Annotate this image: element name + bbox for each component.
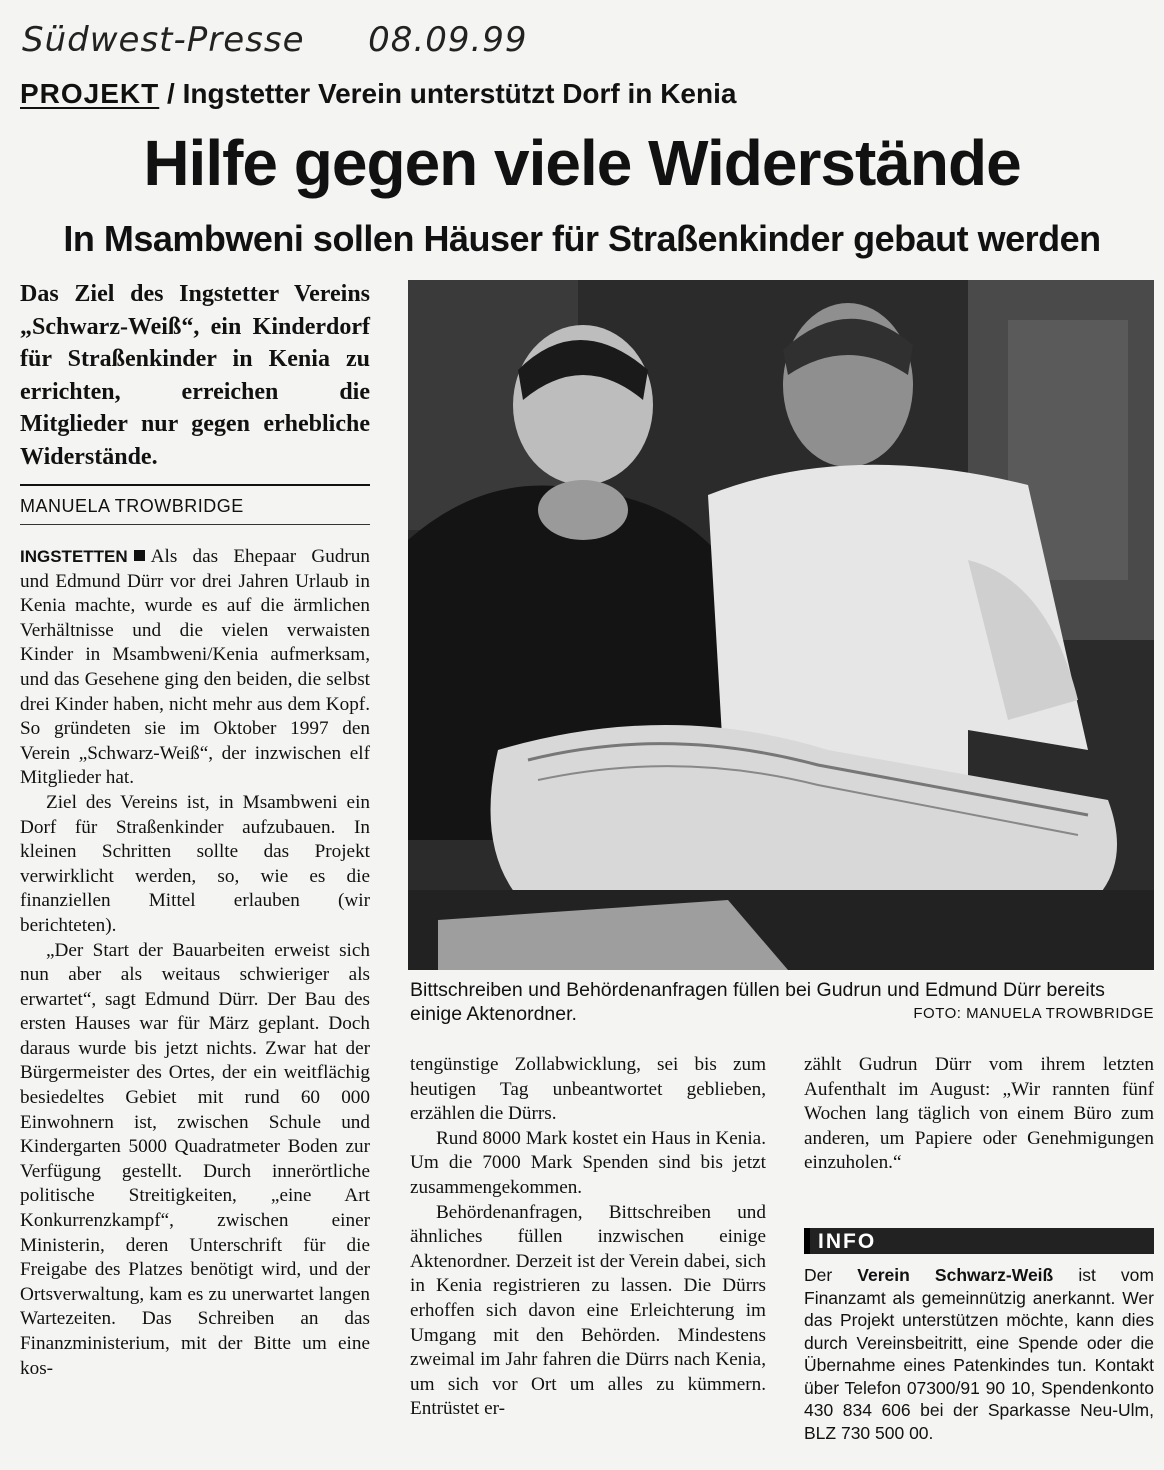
byline: MANUELA TROWBRIDGE: [20, 496, 244, 516]
info-text: [804, 1264, 1154, 1444]
headline: Hilfe gegen viele Widerstände: [143, 127, 1021, 199]
info-header: [804, 1228, 1154, 1254]
paragraph-6: Behördenanfragen, Bittschreiben und ähnliches füllen inzwischen einige Aktenordner. Derzeit ist der Verein dabei, sich in Kenia registrieren zu lassen. Die Dürrs erhoffen sich davon eine Erleichterung im Umgang mit den Behörden. Mindestens zweimal im Jahr fahren die Dürrs nach Kenia, um sich vor Ort um alles zu kümmern. Entrüstet er-: [410, 1201, 766, 1420]
info-title: INFO: [818, 1230, 877, 1253]
article-column-3: [804, 1053, 1154, 1176]
photo-illustration: [408, 280, 1154, 970]
dateline: INGSTETTEN: [20, 547, 128, 566]
paragraph-3: „Der Start der Bauarbeiten erweist sich nun aber als weitaus schwieriger als erwartet“, sagt Edmund Dürr. Der Bau des ersten Hauses war für März geplant. Doch daraus wurde bis jetzt nichts. Zwar hat der Bürgermeister des Ortes, der ein weitflächig besiedeltes Gebiet mit rund 60 000 Einwohnern ist, zwischen Schule und Kindergarten 5000 Quadratmeter Boden zur Verfügung gestellt. Durch innerörtliche politische Streitigkeiten, „eine Art Konkurrenzkampf“, zwischen einer Ministerin, deren Unterschrift für die Freigabe des Platzes benötigt wird, und der Ortsverwaltung, kam es zu unerwartet langen Wartezeiten. Das Schreiben an das Finanzministerium, mit der Bitte um eine kos-: [20, 939, 370, 1379]
handwritten-source-note: [22, 20, 528, 60]
paragraph-7: zählt Gudrun Dürr vom ihrem letzten Aufenthalt im August: „Wir rannten fünf Wochen lang täglich von einem Büro zum anderen, um Papiere oder Genehmigungen einzuholen.“: [804, 1054, 1154, 1174]
photo-caption: Bittschreiben und Behördenanfragen füllen bei Gudrun und Edmund Dürr bereits einige Aktenordner.: [410, 979, 1105, 1025]
source-name: Südwest-Presse: [22, 20, 305, 60]
kicker-text: / Ingstetter Verein unterstützt Dorf in Kenia: [167, 78, 737, 109]
info-text-before: Der: [804, 1265, 833, 1285]
lead-paragraph: Das Ziel des Ingstetter Vereins „Schwarz-Weiß“, ein Kinderdorf für Straßenkinder in Kenia zu errichten, erreichen die Mitglieder nur gegen erhebliche Widerstände.: [20, 281, 370, 470]
byline-divider: [20, 524, 370, 525]
paragraph-2: Ziel des Vereins ist, in Msambweni ein Dorf für Straßenkinder aufzubauen. In kleinen Schritten sollte das Projekt verwirklicht werden, so, wie es die finanziellen Mittel erlauben (wir berichteten).: [20, 791, 370, 936]
paragraph-4: tengünstige Zollabwicklung, sei bis zum heutigen Tag unbeantwortet geblieben, erzählen die Dürrs.: [410, 1054, 766, 1125]
info-org-name: Verein Schwarz-Weiß: [857, 1265, 1054, 1285]
source-date: 08.09.99: [368, 20, 528, 60]
article-column-1: [20, 545, 370, 1381]
subheadline: In Msambweni sollen Häuser für Straßenkinder gebaut werden: [63, 218, 1101, 259]
kicker-category: PROJEKT: [20, 78, 160, 109]
dateline-square-icon: [134, 550, 145, 561]
paragraph-1-text: Als das Ehepaar Gudrun und Edmund Dürr vor drei Jahren Urlaub in Kenia machte, wurde es auf die ärmlichen Verhältnisse und die vielen verwaisten Kinder in Msambweni/Kenia aufmerksam, und das Gesehene ging den beiden, die selbst drei Kinder haben, nicht mehr aus dem Kopf. So gründeten sie im Oktober 1997 den Verein „Schwarz-Weiß“, der inzwischen elf Mitglieder hat.: [20, 546, 370, 789]
paragraph-1: [20, 545, 370, 791]
photo-credit: FOTO: MANUELA TROWBRIDGE: [913, 1005, 1154, 1022]
info-header-bar: [804, 1228, 810, 1254]
lead-divider: [20, 484, 370, 486]
kicker: [20, 78, 736, 110]
paragraph-5: Rund 8000 Mark kostet ein Haus in Kenia. Um die 7000 Mark Spenden sind bis jetzt zusammengekommen.: [410, 1127, 766, 1198]
article-column-2: [410, 1053, 766, 1422]
info-text-after: ist vom Finanzamt als gemeinnützig anerkannt. Wer das Projekt unterstützen möchte, kann dies durch Vereinsbeitritt, eine Spende oder die Übernahme eines Patenkindes tun. Kontakt über Telefon 07300/91 90 10, Spendenkonto 430 834 606 bei der Sparkasse Neu-Ulm, BLZ 730 500 00.: [804, 1265, 1154, 1443]
info-box: [804, 1228, 1154, 1444]
article-photo: [408, 280, 1154, 970]
